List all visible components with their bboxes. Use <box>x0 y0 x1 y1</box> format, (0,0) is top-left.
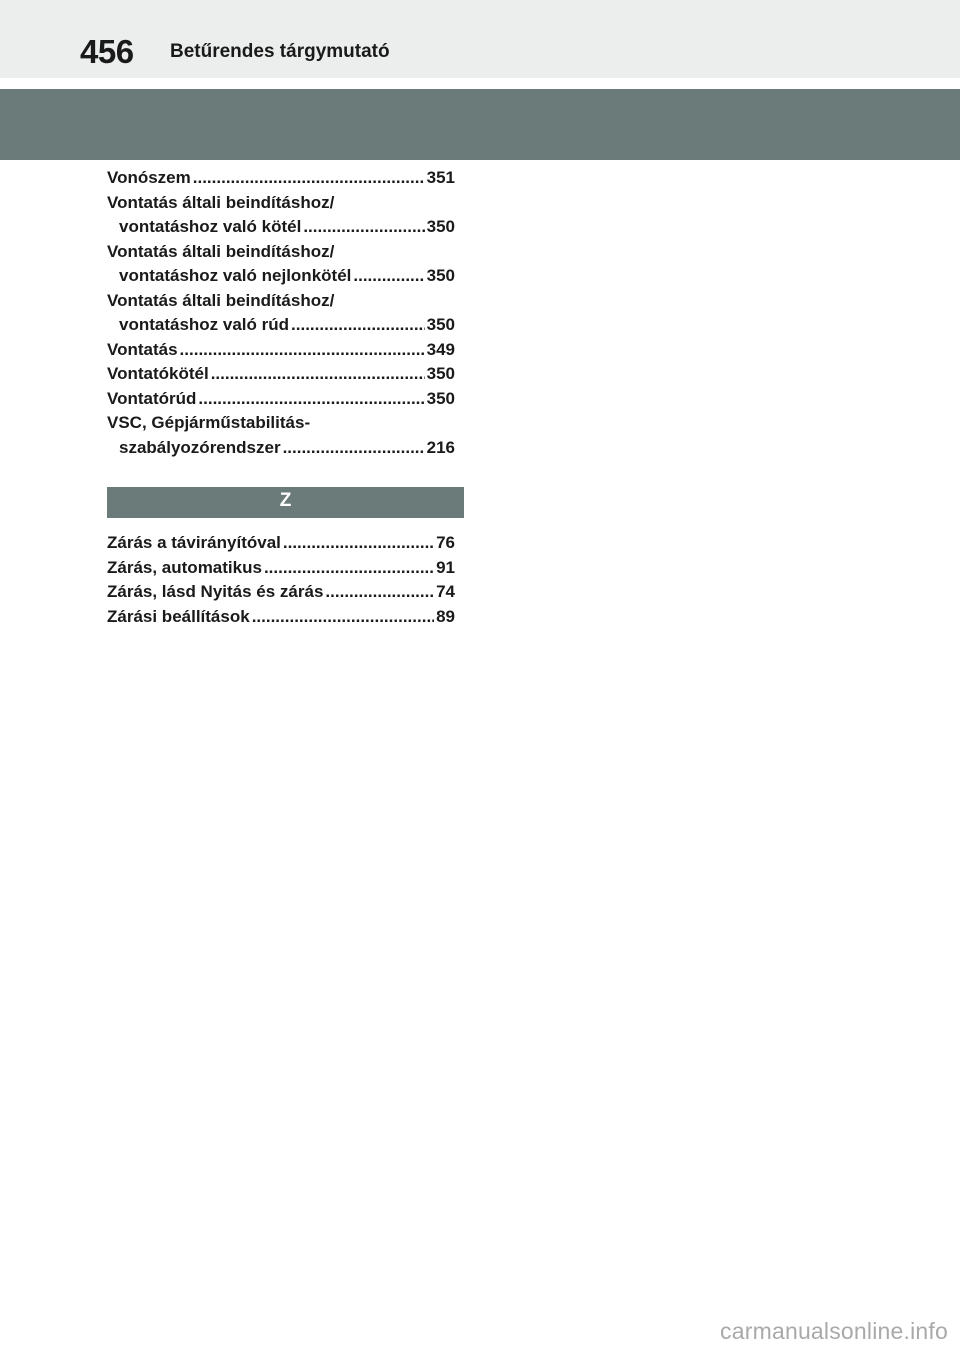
index-entry <box>107 556 455 581</box>
index-entry-line <box>107 166 455 191</box>
dot-leader <box>283 436 425 461</box>
index-entry <box>107 362 455 387</box>
title-bar <box>0 89 960 160</box>
dot-leader <box>325 580 434 605</box>
index-entry <box>107 166 455 191</box>
index-term: Zárási beállítások <box>107 606 250 626</box>
index-entry-line <box>107 556 455 581</box>
index-term: Vonószem <box>107 168 191 187</box>
index-entry <box>107 387 455 412</box>
index-entry <box>107 580 455 605</box>
index-entry <box>107 289 455 338</box>
index-entry-line <box>107 215 455 240</box>
page-reference[interactable]: 350 <box>426 266 455 285</box>
dot-leader <box>193 166 425 191</box>
index-term: Vontatás általi beindításhoz/ <box>107 241 335 261</box>
page-reference[interactable]: 350 <box>426 388 455 408</box>
index-term: Vontatórúd <box>107 388 197 408</box>
page-reference[interactable]: 349 <box>426 339 455 359</box>
index-entry-line <box>107 411 455 436</box>
index-term: Zárás, automatikus <box>107 557 262 577</box>
section-header-z: Z <box>107 487 464 518</box>
index-entry-line <box>107 387 455 412</box>
dot-leader <box>180 338 425 363</box>
index-list-v <box>107 166 455 460</box>
page-reference[interactable]: 216 <box>426 437 455 457</box>
index-entry-line <box>107 240 455 265</box>
index-entry-line <box>107 289 455 314</box>
index-entry <box>107 191 455 240</box>
index-entry <box>107 338 455 363</box>
index-term: vontatáshoz való nejlonkötél <box>119 266 352 285</box>
header-band <box>0 0 960 78</box>
index-term: Vontatókötél <box>107 364 209 383</box>
index-term: Zárás, lásd Nyitás és zárás <box>107 582 324 601</box>
dot-leader <box>198 387 424 412</box>
index-entry <box>107 240 455 289</box>
page-reference[interactable]: 74 <box>436 582 455 601</box>
index-entry-line <box>107 605 455 630</box>
dot-leader <box>291 313 425 338</box>
index-entry-line <box>107 362 455 387</box>
dot-leader <box>353 264 424 289</box>
page-reference[interactable]: 350 <box>426 315 455 334</box>
index-entry-line <box>107 436 455 461</box>
dot-leader <box>252 605 434 630</box>
index-entry-line <box>107 338 455 363</box>
index-term: VSC, Gépjárműstabilitás- <box>107 413 311 432</box>
index-entry-line <box>107 191 455 216</box>
index-term: szabályozórendszer <box>119 437 281 457</box>
index-entry-line <box>107 264 455 289</box>
index-entry-line <box>107 580 455 605</box>
footer-watermark: carmanualsonline.info <box>720 1318 948 1344</box>
dot-leader <box>264 556 434 581</box>
page-reference[interactable]: 76 <box>436 533 455 552</box>
index-entry-line <box>107 313 455 338</box>
dot-leader <box>283 531 434 556</box>
index-term: Zárás a távirányítóval <box>107 533 281 552</box>
index-term: Vontatás általi beindításhoz/ <box>107 290 335 310</box>
index-term: vontatáshoz való kötél <box>119 217 302 236</box>
index-entry <box>107 411 455 460</box>
page-reference[interactable]: 351 <box>426 168 455 187</box>
dot-leader <box>211 362 425 387</box>
page-reference[interactable]: 350 <box>426 217 455 236</box>
index-list-z <box>107 531 455 629</box>
index-term: vontatáshoz való rúd <box>119 315 290 334</box>
page-title: Betűrendes tárgymutató <box>170 41 390 62</box>
page-reference[interactable]: 89 <box>436 606 455 626</box>
index-term: Vontatás általi beindításhoz/ <box>107 192 335 212</box>
index-entry <box>107 605 455 630</box>
index-term: Vontatás <box>107 339 178 359</box>
index-entry <box>107 531 455 556</box>
page-number: 456 <box>80 33 134 70</box>
index-entry-line <box>107 531 455 556</box>
page-reference[interactable]: 91 <box>436 557 455 577</box>
page-reference[interactable]: 350 <box>426 364 455 383</box>
dot-leader <box>303 215 424 240</box>
